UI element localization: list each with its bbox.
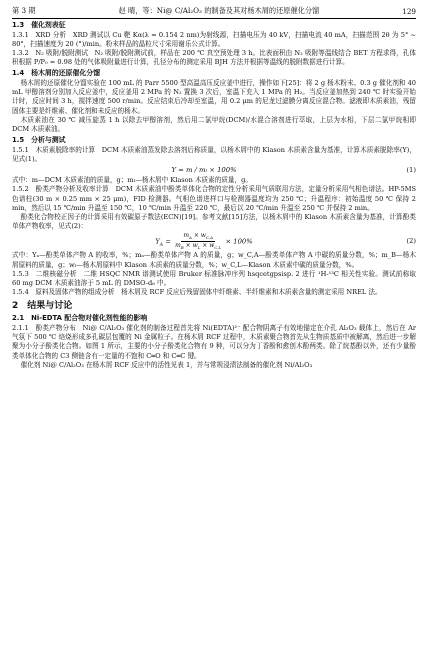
equation-1-number: (1)	[406, 166, 416, 175]
para-1-5-3: 1.5.3 二维核磁分析 二维 HSQC NMR 谱测试使用 Bruker 标准脉冲序列 hsqcetgpsisp. 2 进行 ¹H-¹³C 相关性实验。测试前称取 60 mg DCM 木质素油溶于 5 mL 的 DMSO-d₆ 中。	[12, 269, 416, 288]
eq2-num-w: × w	[191, 231, 206, 239]
eq2-num-m: m	[183, 231, 190, 239]
equation-1	[12, 164, 416, 176]
section-2-heading: 2 结果与讨论	[12, 301, 73, 312]
para-1-5-1: 1.5.1 木质素脱除率的计算 DCM 木质素油蒸发除去溶剂后称质量，以杨木屑中的 Klason 木质素含量为基准，计算木质素脱除率(Y)，见式(1)。	[12, 145, 416, 164]
eq2-den-wl-sub: L	[197, 245, 201, 251]
section-1-3-heading: 1.3 催化剂表征	[12, 21, 66, 29]
eq2-den-wl: × w	[183, 241, 198, 249]
para-1-4-b: 木质素油在 30 ℃ 减压旋蒸 1 h 以除去甲醇溶剂，然后用二氯甲烷(DCM)/水混合溶剂进行萃取，上层为水相，下层二氯甲烷相即 DCM 木质素油。	[12, 115, 416, 134]
eq2-den-m-sub: B	[180, 245, 184, 251]
running-header	[12, 6, 416, 19]
eq2-den-wcl: × w	[200, 241, 215, 249]
eq2-num-w-sub: C,A	[205, 234, 213, 240]
equation-1-definitions: 式中：m—DCM 木质素油的质量，g；mₗ—杨木屑中 Klason 木质素的质量，g。	[12, 176, 252, 185]
equation-2	[12, 231, 416, 251]
section-2-1-heading: 2.1 Ni-EDTA 配合物对催化剂性能的影响	[12, 314, 148, 323]
para-2-1-1b: 催化剂 Ni@ C/Al₂O₃ 在杨木屑 RCF 反应中的活性见表 1，并与常规浸渍法制备的催化剂 Ni/Al₂O₃	[20, 360, 313, 369]
para-1-3-2: 1.3.2 N₂ 吸附/脱附测试 N₂ 吸附/脱附测试前，样品在 200 ℃ 真空预处理 3 h。比表面积由 N₂ 吸附等温线结合 BET 方程求得，孔体积根据 P/P₀ = 0.98 处的气体吸附量进行计算，孔径分布的测定采用 BJH 方法并根据等温线的脱附数据进行计算。	[12, 49, 416, 67]
section-1-4-heading: 1.4 杨木屑的还原催化分馏	[12, 69, 101, 78]
equation-2-body: $Y_A$ = $\frac{m_A \times w_{C,A}}{m_B \times w_L \times w_{C,L}}$ × 100%	[155, 231, 253, 251]
eq2-fraction	[175, 232, 221, 251]
para-1-5-2b: 酚类化合物校正因子的计算采用有效碳原子数法(ECN)[19]。参考文献[15]方法，以杨木屑中的 Klason 木质素含量为基准，计算酚类单体产物收率，见式(2)：	[12, 213, 416, 231]
running-title: 赵 晴，等：Ni@ C/Al₂O₃ 的制备及其对杨木屑的还原催化分馏	[118, 6, 320, 15]
page-number: 129	[402, 7, 416, 16]
para-2-1-1: 2.1.1 酚类产物分布 Ni@ C/Al₂O₃ 催化剂的制备过程首先将 Ni(EDTA)²⁻ 配合物阴离子有效地锚定在介孔 Al₂O₃ 载体上，然后在 Ar 气氛下 500 ℃ 焙烧形成多孔碳层包覆的 Ni 金属粒子。在杨木屑 RCF 过程中，木质素聚合物首先从生物质基质中被解离，然后进一步解聚为小分子酚类化合物。如图 1 所示，主要的小分子酚类化合物有 9 种，可以分为丁香酚和愈创木酚两类。除了烷基酚以外，还有少量酚类单体化合物的 C3 侧链含有一定量的不饱和 C═O 和 C═C 键。	[12, 324, 416, 360]
eq2-lhs-sub: A	[159, 242, 164, 248]
equation-1-body: Y = m / mₗ × 100%	[171, 166, 237, 175]
equation-2-definitions: 式中：Yₐ—酚类单体产物 A 的收率，%；mₐ—酚类单体产物 A 的质量，g；w_C,A—酚类单体产物 A 中碳的质量分数，%；m_B—杨木屑原料的质量，g；wₗ—杨木屑原料中 Klason 木质素的质量分数，%；w_C,L—Klason 木质素中碳的质量分数，%。	[12, 251, 416, 269]
eq2-den-m: m	[175, 241, 181, 249]
para-1-5-2: 1.5.2 酚类产物分析及收率计算 DCM 木质素油中酚类单体化合物的定性分析采用气质联用方法，定量分析采用气相色谱法。HP-5MS 色谱柱(30 m × 0.25 mm × 25 μm)，FID 检测器。气相色谱进样口与检测器温度均为 250 ℃；升温程序：初始温度 50 ℃ 保持 2 min，然后以 15 ℃/min 升温至 150 ℃，10 ℃/min 升温至 220 ℃，最后以 20 ℃/min 升温至 250 ℃ 并保持 2 min。	[12, 185, 416, 212]
para-1-5-4: 1.5.4 原料及固体产物的组成分析 杨木屑及 RCF 反应后残留固体中纤维素、半纤维素和木质素含量的测定采用 NREL 法。	[12, 288, 382, 297]
para-1-3-1: 1.3.1 XRD 分析 XRD 测试以 Cu 靶 Kα(λ = 0.154 2 nm)为射线源，扫描电压为 40 kV，扫描电流 40 mA，扫描范围 2θ 为 5° ~ 80°，扫描速度为 20 (°)/min。粉末样品的晶粒尺寸采用谢乐公式计算。	[12, 30, 416, 48]
para-1-4-a: 杨木屑的还原催化分馏实验在 100 mL 的 Parr 5500 型高温高压反应釜中进行，操作如下[25]：将 2 g 杨木粉末、0.3 g 催化剂和 40 mL 甲醇溶剂分别加入反应釜中，反应釜用 2 MPa 的 N₂ 置换 3 次后，室温下充入 1 MPa 的 H₂。当反应釜加热到 240 ℃ 时实验开始计时，反应时间 3 h，搅拌速度 500 r/min。反应结束后冷却至室温，用 0.2 μm 的尼龙过滤膜分离反应混合物。滤液即木质素油，残留固体主要是纤维素、催化剂和未反应的杨木。	[12, 79, 416, 115]
paper-page	[12, 6, 416, 370]
eq2-den-wcl-sub: C,L	[214, 245, 222, 251]
eq2-denominator	[175, 242, 221, 251]
issue-number: 第 3 期	[12, 6, 36, 15]
eq2-tail: × 100%	[225, 237, 253, 246]
section-1-5-heading: 1.5 分析与测试	[12, 136, 66, 145]
eq2-num-m-sub: A	[189, 234, 192, 240]
eq2-numerator	[181, 232, 215, 242]
eq2-lhs: Y	[155, 237, 160, 246]
equation-2-number: (2)	[406, 237, 416, 246]
